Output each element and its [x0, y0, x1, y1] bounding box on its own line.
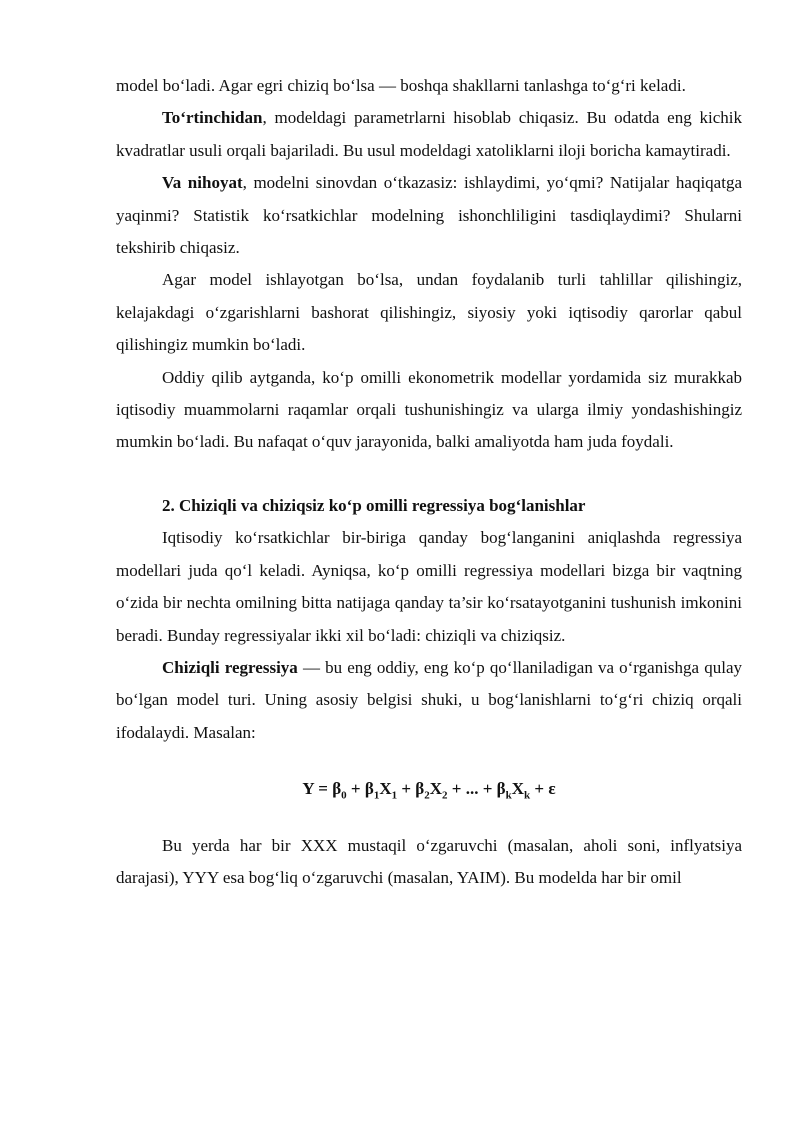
- lead-term: Chiziqli regressiya: [162, 657, 298, 677]
- lead-term: Va nihoyat: [162, 173, 243, 193]
- paragraph-text: — bu eng oddiy, eng ko‘p qo‘llaniladigan va o‘rganishga qulay bo‘lgan model turi. Uning asosiy belgisi shuki, u bog‘lanishlarni to‘g‘ri chiziq orqali ifodalaydi. Masalan:: [116, 657, 742, 742]
- paragraph-linear-regression: [116, 652, 742, 749]
- paragraph-summary: Oddiy qilib aytganda, ko‘p omilli ekonometrik modellar yordamida siz murakkab iqtisodiy muammolarni raqamlar orqali tushunishingiz va ularga ilmiy yondashishingiz mumkin bo‘ladi. Bu nafaqat o‘quv jarayonida, balki amaliyotda ham juda foydali.: [116, 367, 742, 452]
- paragraph-fourth-step: [116, 102, 742, 167]
- paragraph-regression-intro: Iqtisodiy ko‘rsatkichlar bir-biriga qanday bog‘langanini aniqlashda regressiya modellari juda qo‘l keladi. Ayniqsa, ko‘p omilli regressiya modellari bizga bir vaqtning o‘zida bir nechta omilning bitta natijaga qanday ta’sir ko‘rsatayotganini tushunish imkonini beradi. Bunday regressiyalar ikki xil bo‘ladi: chiziqli va chiziqsiz.: [116, 528, 742, 645]
- paragraph-model-usage: Agar model ishlayotgan bo‘lsa, undan foydalanib turli tahlillar qilishingiz, kelajakdagi o‘zgarishlarni bashorat qilishingiz, siyosiy yoki iqtisodiy qarorlar qabul qilishingiz mumkin bo‘ladi.: [116, 270, 742, 355]
- regression-formula: $Y = \beta_0 + \beta_1X_1 + \beta_2X_2$ + ... + $\beta_kX_k + \varepsilon$: [302, 779, 556, 802]
- paragraph-continuation: model bo‘ladi. Agar egri chiziq bo‘lsa — boshqa shakllarni tanlashga to‘g‘ri keladi.: [116, 76, 686, 95]
- paragraph-text: , modeldagi parametrlarni hisoblab chiqasiz. Bu odatda eng kichik kvadratlar usuli orqali bajariladi. Bu usul modeldagi xatoliklarni iloji boricha kamaytiradi.: [116, 108, 742, 160]
- lead-term: To‘rtinchidan: [162, 108, 263, 128]
- section-heading: 2. Chiziqli va chiziqsiz ko‘p omilli regressiya bog‘lanishlar: [162, 495, 586, 515]
- paragraph-text: , modelni sinovdan o‘tkazasiz: ishlaydimi, yo‘qmi? Natijalar haqiqatga yaqinmi? Statistik ko‘rsatkichlar modelning ishonchliligini tasdiqlaydimi? Shularni tekshirib chiqasiz.: [116, 173, 742, 258]
- paragraph-variables: Bu yerda har bir XXX mustaqil o‘zgaruvchi (masalan, aholi soni, inflyatsiya darajasi), YYY esa bog‘liq o‘zgaruvchi (masalan, YAIM). Bu modelda har bir omil: [116, 835, 742, 887]
- paragraph-final-step: [116, 167, 742, 264]
